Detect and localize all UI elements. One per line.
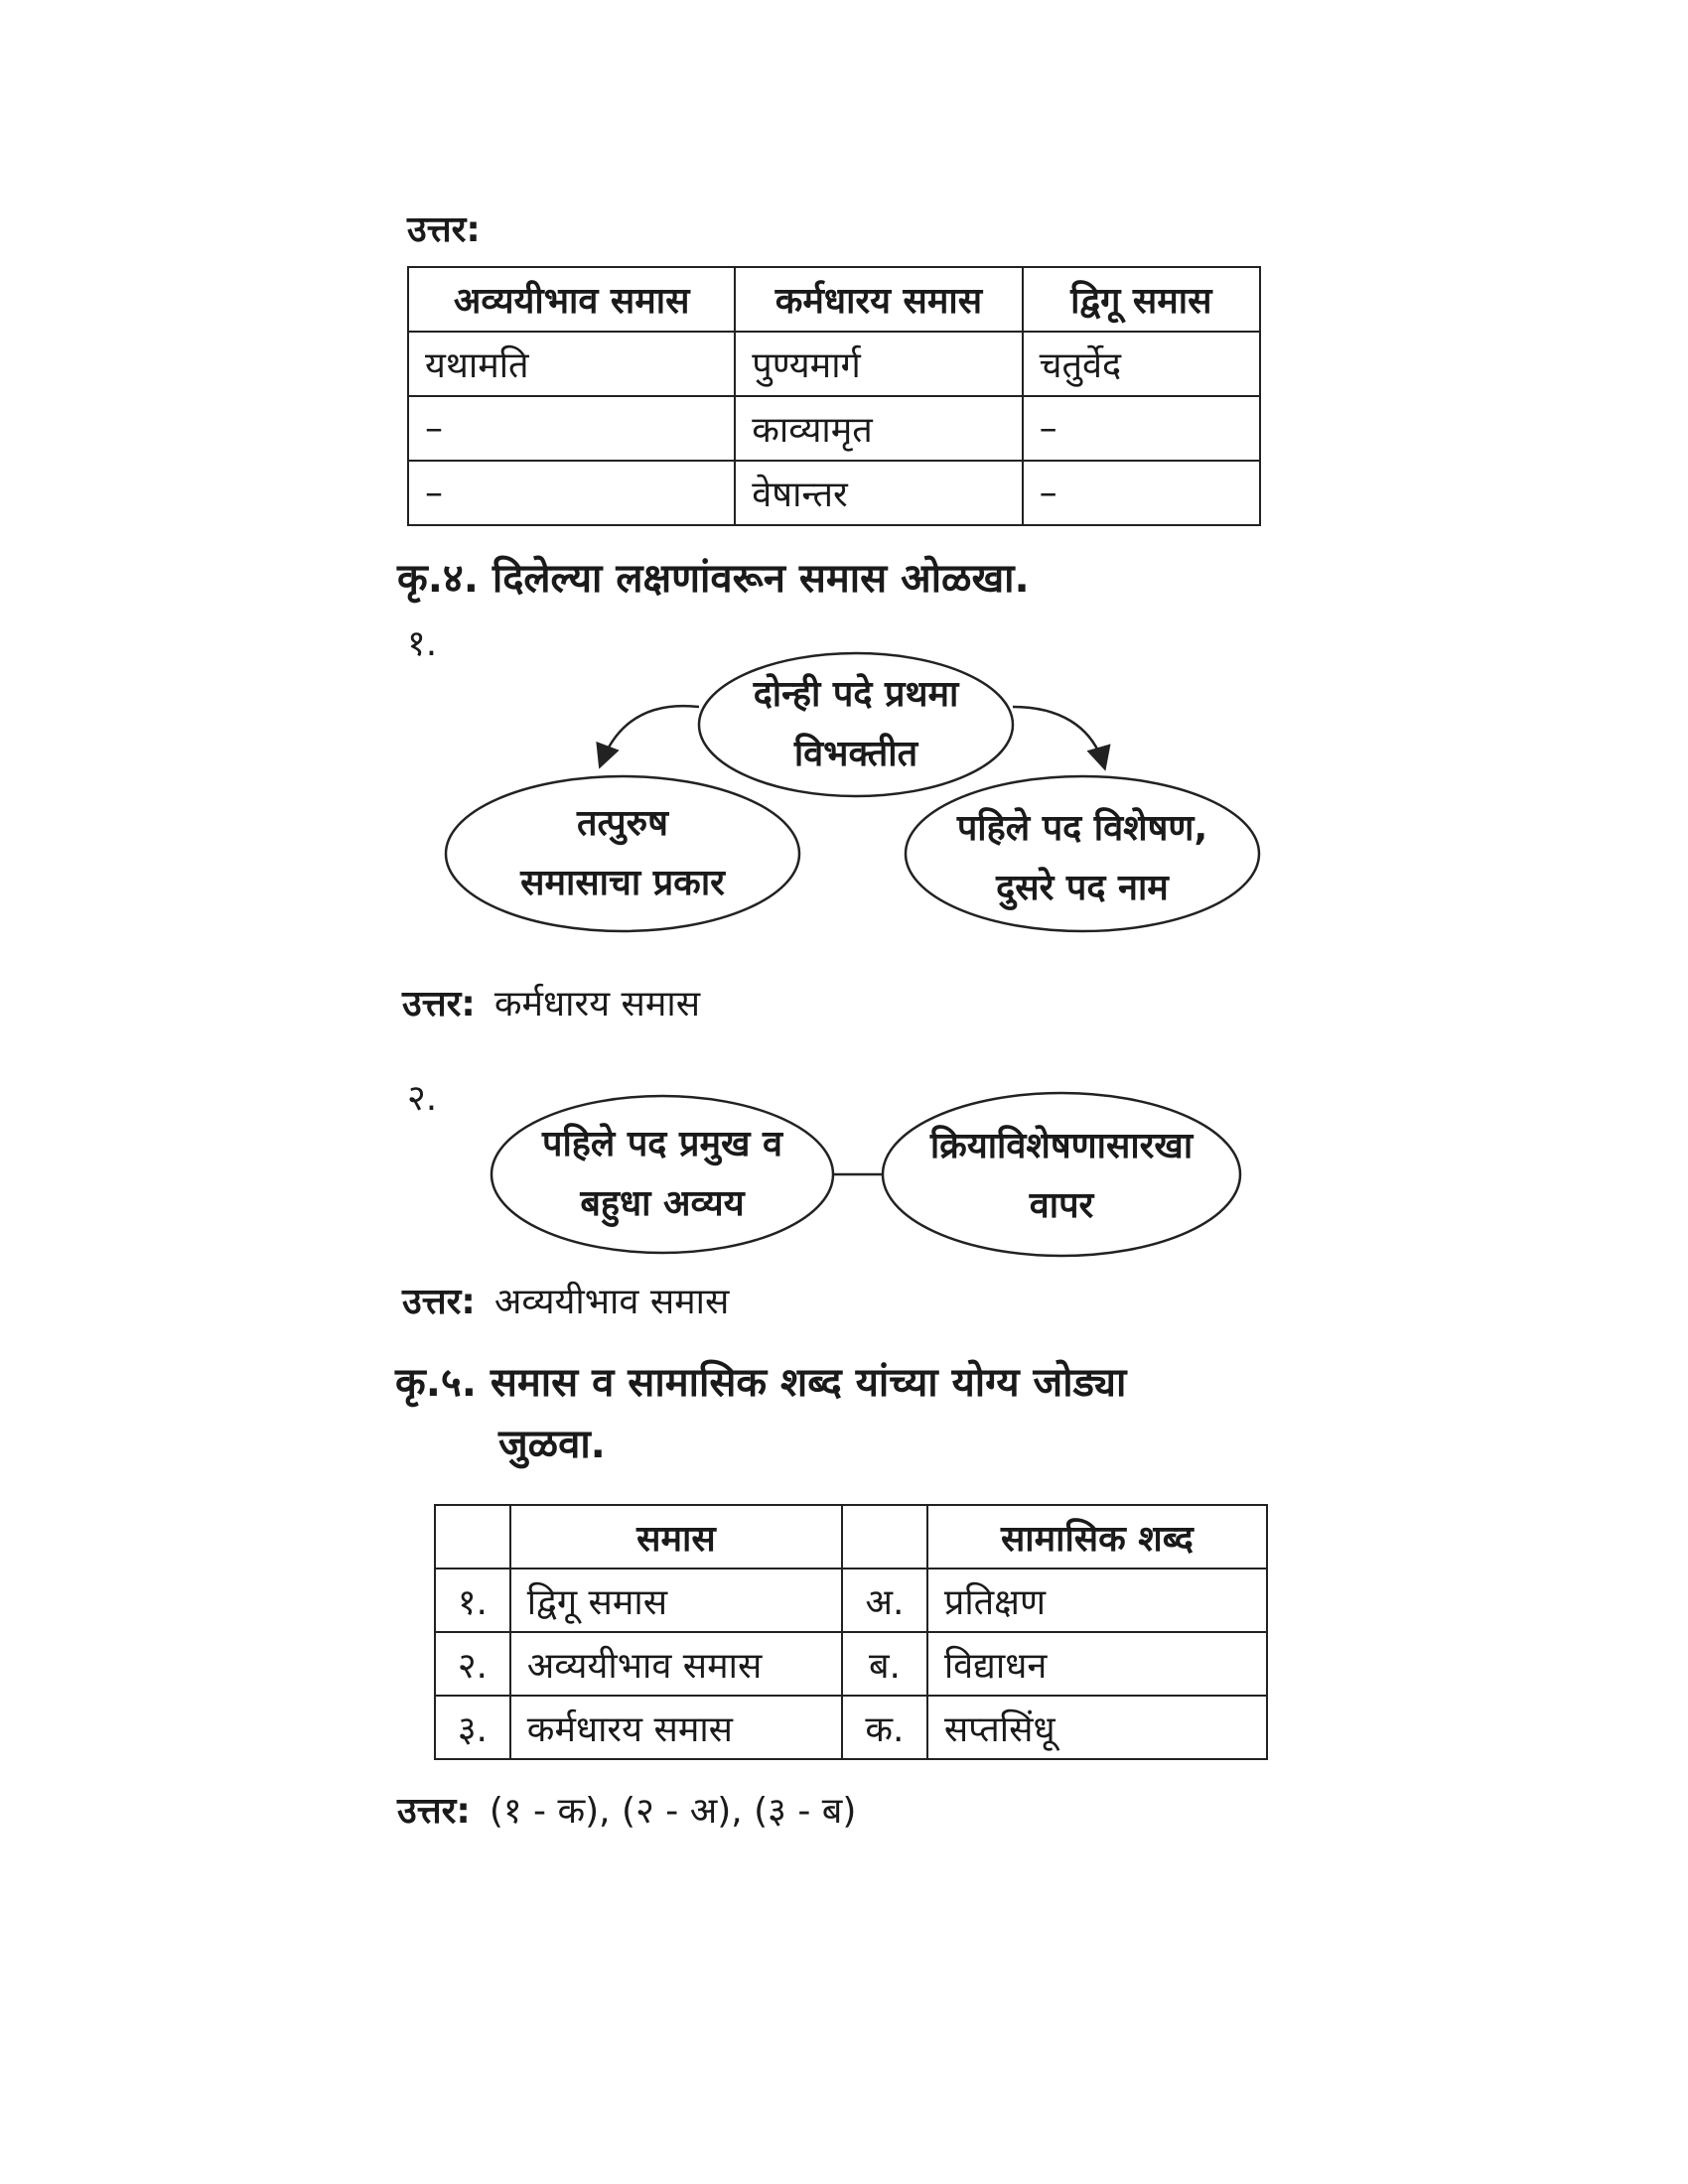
answer-label: उत्तर:	[397, 1791, 471, 1832]
center-node-line: विभक्तीत	[793, 734, 918, 774]
answer-value: (१ - क), (२ - अ), (३ - ब)	[489, 1791, 857, 1832]
left-node-line: बहुधा अव्यय	[580, 1183, 745, 1224]
table-cell: –	[408, 396, 735, 461]
table-cell: विद्याधन	[927, 1632, 1267, 1696]
table-header-cell: समास	[510, 1505, 842, 1569]
left-node-line: तत्पुरुष	[577, 803, 668, 844]
left-node-text-2	[492, 1115, 833, 1234]
question-5-title-line: कृ.५. समास व सामासिक शब्द यांच्या योग्य जोड्या	[395, 1360, 1127, 1406]
option-letter: अ.	[842, 1569, 927, 1632]
table-cell: अव्ययीभाव समास	[510, 1632, 842, 1696]
row-number: ३.	[435, 1696, 510, 1759]
table-header-cell: सामासिक शब्द	[927, 1505, 1267, 1569]
question-5-title	[395, 1352, 1289, 1475]
arrow-to-left	[601, 706, 699, 764]
left-node-line: समासाचा प्रकार	[520, 863, 725, 903]
arrow-to-right	[1013, 707, 1104, 766]
option-letter: ब.	[842, 1632, 927, 1696]
answer-row-3	[397, 1785, 856, 1834]
table-cell: –	[408, 461, 735, 525]
table-cell: कर्मधारय समास	[510, 1696, 842, 1759]
right-node-line: क्रियाविशेषणासारखा	[929, 1126, 1194, 1166]
table-cell: द्विगू समास	[510, 1569, 842, 1632]
option-letter: क.	[842, 1696, 927, 1759]
answer-label: उत्तर:	[402, 1282, 476, 1322]
table-cell: सप्तसिंधू	[927, 1696, 1267, 1759]
row-number: १.	[435, 1569, 510, 1632]
answer-label: उत्तर:	[402, 984, 476, 1024]
table-row	[435, 1569, 1267, 1632]
answer-value: अव्ययीभाव समास	[493, 1282, 730, 1322]
right-node-line: पहिले पद विशेषण,	[956, 808, 1208, 849]
table-cell: –	[1023, 461, 1260, 525]
left-node-text	[446, 794, 799, 913]
table-header-cell: कर्मधारय समास	[735, 267, 1022, 332]
table-cell: –	[1023, 396, 1260, 461]
table-header-cell: द्विगू समास	[1023, 267, 1260, 332]
right-node-line: दुसरे पद नाम	[996, 868, 1169, 908]
center-node-line: दोन्ही पदे प्रथमा	[753, 674, 959, 715]
table-cell: चतुर्वेद	[1023, 332, 1260, 396]
item-1-number: १.	[407, 623, 438, 664]
left-node-line: पहिले पद प्रमुख व	[542, 1124, 782, 1164]
item-2-number: २.	[407, 1078, 438, 1119]
table-header-cell: अव्ययीभाव समास	[408, 267, 735, 332]
answer-row-2	[402, 1276, 729, 1324]
question-5-title-line: जुळवा.	[498, 1422, 606, 1467]
table-row	[435, 1696, 1267, 1759]
question-4-title: कृ.४. दिलेल्या लक्षणांवरून समास ओळखा.	[397, 556, 1030, 602]
right-node-line: वापर	[1029, 1185, 1094, 1226]
table-header-row	[435, 1505, 1267, 1569]
table-cell: वेषान्तर	[735, 461, 1022, 525]
table-header-cell	[842, 1505, 927, 1569]
table-cell: पुण्यमार्ग	[735, 332, 1022, 396]
matching-table	[434, 1504, 1268, 1760]
table-cell: यथामति	[408, 332, 735, 396]
table-cell: प्रतिक्षण	[927, 1569, 1267, 1632]
table-row	[435, 1632, 1267, 1696]
answer-row-1	[402, 978, 700, 1026]
table-cell: काव्यामृत	[735, 396, 1022, 461]
table-header-cell	[435, 1505, 510, 1569]
answer-value: कर्मधारय समास	[493, 984, 701, 1024]
right-node-text	[906, 799, 1259, 918]
center-node-text	[699, 665, 1013, 784]
right-node-text-2	[883, 1117, 1240, 1236]
answer-label-1: उत्तर:	[407, 209, 481, 250]
row-number: २.	[435, 1632, 510, 1696]
